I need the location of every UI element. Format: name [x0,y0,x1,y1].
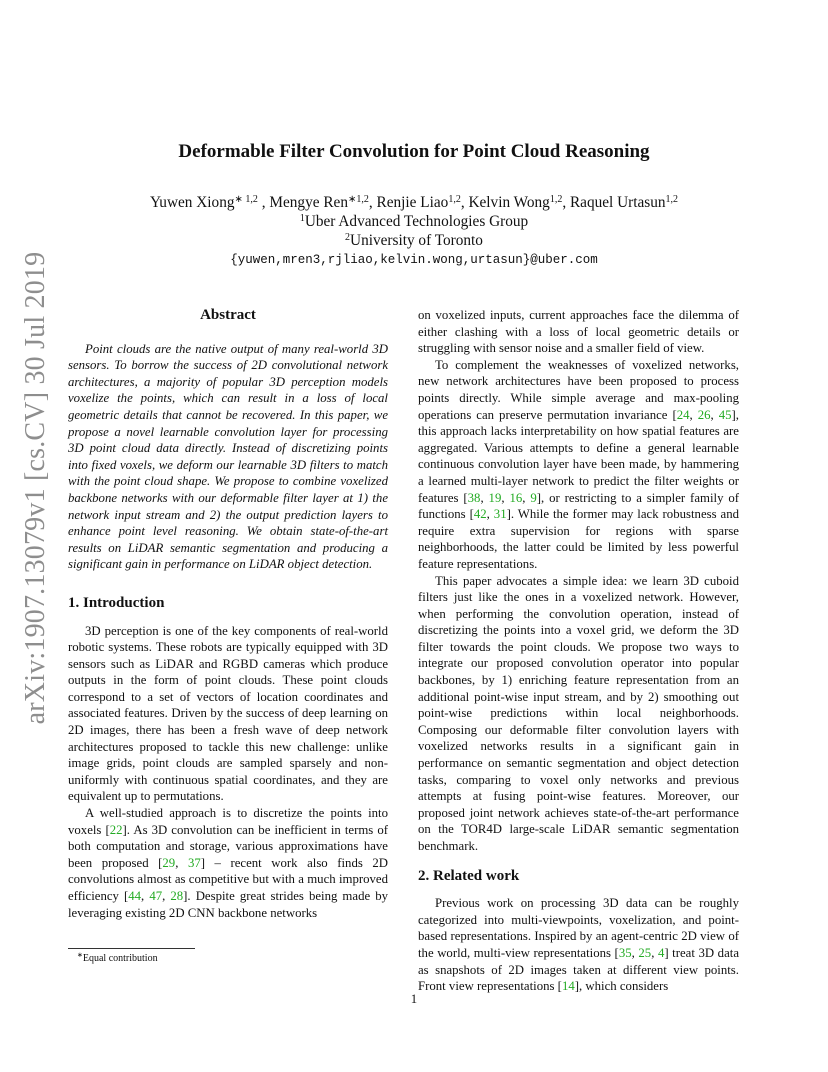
author-list [0,193,828,212]
author-name: Yuwen Xiong [149,194,235,211]
citation-link[interactable]: 22 [109,822,123,837]
citation-link[interactable]: 29 [162,855,176,870]
abstract-heading: Abstract [200,307,256,323]
paper-title: Deformable Filter Convolution for Point Cloud Reasoning [178,141,650,162]
page-number: 1 [410,992,418,1006]
author-affiliation-mark: ∗1,2 [347,194,369,205]
citation-link[interactable]: 44 [128,889,142,903]
citation-link[interactable]: 4 [657,945,665,960]
citation-link[interactable]: 38 [467,490,481,505]
citation-link[interactable]: 14 [561,979,575,994]
author-emails: {yuwen,mren3,rjliao,kelvin.wong,urtasun}@uber.com [230,253,598,267]
affiliation-2: $^2$University of Toronto [345,232,483,249]
intro-continuation: on voxelized inputs, current approaches face the dilemma of either clashing with a loss of local geometric details or struggling with sensor noise and a smaller field of view. [418,308,739,356]
abstract-text: Point clouds are the native output of many real-world 3D sensors. To borrow the success of 2D convolutional network architectures, a majority of popular 3D perception models voxelize the points, which can result in a loss of local geometric details that cannot be recovered. In this paper, we propose a novel learnable convolution layer for processing 3D point cloud data directly. Instead of discretizing points into fixed voxels, we deform our learnable 3D filters to match with the point cloud shape. We propose to combine voxelized backbone networks with our deformable filter layer at 1) the network input stream and 2) the output prediction layers to enhance point level reasoning. We obtain state-of-the-art results on LiDAR semantic segmentation and producing a significant gain in performance on LiDAR object detection. [68,341,388,572]
author-name: , Renjie Liao [368,194,449,211]
citation-link[interactable]: 9 [530,490,537,505]
citation-link[interactable]: 24 [676,407,690,422]
citation-link[interactable]: 47 [149,889,163,903]
author-affiliation-mark: 1,2 [665,194,679,205]
citation-link[interactable]: 42 [473,507,487,522]
footnote-divider [68,948,195,949]
intro-paragraph-2: A well-studied approach is to discretize the points into voxels [22]. As 3D convolution can be inefficient in terms of both computation and storage, various approximations have been proposed [29, 37] – recent work also finds 2D convolutions almost as competitive but with a much improved efficiency [44, 47, 28]. Despite great strides being made by leveraging existing 2D CNN backbone networks [68,806,388,920]
footnote: ∗Equal contribution [77,951,158,964]
citation-link[interactable]: 35 [618,945,632,960]
intro-paragraph-3: To complement the weaknesses of voxelized networks, new network architectures have been proposed to process points directly. While simple average and max-pooling operations can preserve permutation invariance [24, 26, 45], this approach lacks interpretability on how spatial features are aggregated. Various attempts to define a general learnable continuous convolution layer have been made, by hammering a learned multi-layer network to predict the filter weights or features [38, 19, 16, 9], or restricting to a simpler family of functions [42, 31]. While the former may lack robustness and require extra supervision for regions with sparse neighborhoods, the latter could be limited by less powerful feature representations. [418,357,740,571]
citation-link[interactable]: 37 [187,855,201,870]
related-work-heading: 2. Related work [418,867,520,884]
author-affiliation-mark: ∗ 1,2 [234,194,258,205]
citation-link[interactable]: 28 [170,889,184,903]
arxiv-side-stamp [16,251,56,724]
intro-paragraph-4: This paper advocates a simple idea: we learn 3D cuboid filters just like the ones in a voxelized network. However, when performing the convolution operation, instead of discretizing the points into a voxel grid, we deform the 3D filter towards the point clouds. We propose two ways to integrate our proposed convolution operator into popular backbones, by 1) enriching feature representation from an additional point-wise input stream, and by 2) smoothing out point-wise predictions within local neighborhoods. Composing our deformable filter convolution layers with voxelized networks results in a significant gain in performance on semantic segmentation and object detection tasks, comparing to voxel only networks and previous attempts at fusing point-wise features. Moreover, our proposed joint network achieves state-of-the-art performance on the TOR4D large-scale LiDAR semantic segmentation benchmark. [418,573,739,853]
citation-link[interactable]: 25 [638,945,652,960]
author-name: , Raquel Urtasun [562,194,666,211]
author-name: , Mengye Ren [261,194,348,211]
introduction-heading: 1. Introduction [68,594,165,611]
right-column [418,307,739,995]
author-name: , Kelvin Wong [460,194,550,211]
author-affiliation-mark: 1,2 [448,194,461,205]
related-paragraph-1: Previous work on processing 3D data can be roughly categorized into multi-viewpoints, voxelization, and point-based representations. Inspired by an agent-centric 2D view of the world, multi-view representations [35, 25, 4] treat 3D data as snapshots of 2D images taken at different view points. Front view representations [14], which considers [418,896,739,994]
intro-paragraph-1: 3D perception is one of the key components of real-world robotic systems. These robots are typically equipped with 3D sensors such as LiDAR and RGBD cameras which produce outputs in the form of point clouds. These point clouds correspond to a set of vectors of location coordinates and associated features. Driven by the success of deep learning on 2D images, there has been a fresh wave of deep network architectures proposed to tackle this new challenge: unlike image grids, point clouds are sampled sparsely and non-uniformly with continuous spatial coordinates, and they are equivalent up to permutations. [68,623,388,804]
affiliation-1: $^1$Uber Advanced Technologies Group [299,213,529,230]
left-column [68,307,388,921]
citation-link[interactable]: 26 [697,407,711,422]
author-affiliation-mark: 1,2 [549,194,563,205]
citation-link[interactable]: 31 [493,507,507,522]
arxiv-stamp-text: arXiv:1907.13079v1 [cs.CV] 30 Jul 2019 [20,251,51,724]
citation-link[interactable]: 19 [488,490,502,505]
citation-link[interactable]: 45 [718,407,732,422]
citation-link[interactable]: 16 [509,490,523,505]
author-block [0,193,828,270]
